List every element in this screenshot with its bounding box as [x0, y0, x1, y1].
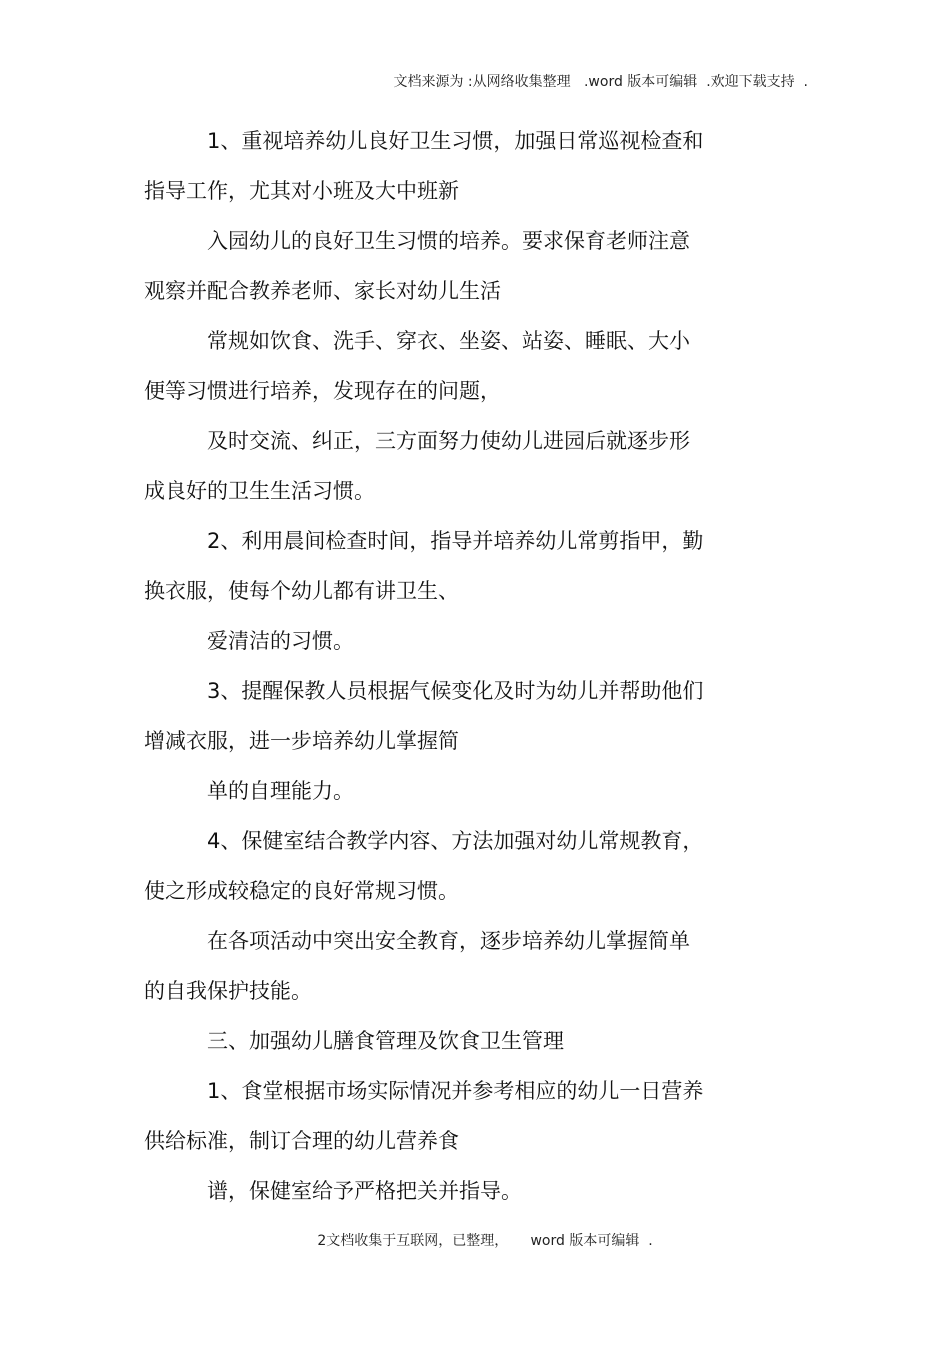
- paragraph: [144, 116, 764, 216]
- paragraph-line: 观察并配合教养老师、家长对幼儿生活: [144, 279, 501, 303]
- paragraph-line: 单的自理能力。: [207, 779, 354, 803]
- paragraph-line: 入园幼儿的良好卫生习惯的培养。要求保育老师注意: [207, 229, 690, 253]
- paragraph-line: 的自我保护技能。: [144, 979, 312, 1003]
- paragraph-line: 1、食堂根据市场实际情况并参考相应的幼儿一日营养: [207, 1079, 704, 1103]
- paragraph-line: 供给标准，制订合理的幼儿营养食: [144, 1129, 459, 1153]
- paragraph: [144, 416, 764, 516]
- paragraph-line: 三、加强幼儿膳食管理及饮食卫生管理: [207, 1029, 564, 1053]
- paragraph-line: 3、提醒保教人员根据气候变化及时为幼儿并帮助他们: [207, 679, 704, 703]
- paragraph-line: 换衣服，使每个幼儿都有讲卫生、: [144, 579, 459, 603]
- paragraph-line: 在各项活动中突出安全教育，逐步培养幼儿掌握简单: [207, 929, 690, 953]
- paragraph: [144, 816, 764, 916]
- paragraph-line: 谱，保健室给予严格把关并指导。: [207, 1179, 522, 1203]
- paragraph-line: 增减衣服，进一步培养幼儿掌握简: [144, 729, 459, 753]
- paragraph: [144, 216, 764, 316]
- paragraph: [144, 1166, 764, 1216]
- paragraph: [144, 316, 764, 416]
- paragraph: [144, 516, 764, 616]
- paragraph: [144, 666, 764, 766]
- paragraph-line: 常规如饮食、洗手、穿衣、坐姿、站姿、睡眠、大小: [207, 329, 690, 353]
- paragraph: [144, 766, 764, 816]
- paragraph: [144, 916, 764, 1016]
- paragraph-line: 使之形成较稳定的良好常规习惯。: [144, 879, 459, 903]
- paragraph: [144, 616, 764, 666]
- paragraph: [144, 1066, 764, 1166]
- page-footer: 2文档收集于互联网，已整理， word 版本可编辑 .: [317, 1233, 653, 1249]
- paragraph-line: 2、利用晨间检查时间，指导并培养幼儿常剪指甲，勤: [207, 529, 704, 553]
- paragraph-line: 4、保健室结合教学内容、方法加强对幼儿常规教育，: [207, 829, 704, 853]
- paragraph-line: 指导工作，尤其对小班及大中班新: [144, 179, 459, 203]
- paragraph-line: 1、重视培养幼儿良好卫生习惯，加强日常巡视检查和: [207, 129, 704, 153]
- paragraph-line: 便等习惯进行培养，发现存在的问题，: [144, 379, 501, 403]
- page-header: 文档来源为 :从网络收集整理 .word 版本可编辑 .欢迎下载支持 .: [393, 74, 808, 90]
- paragraph-line: 爱清洁的习惯。: [207, 629, 354, 653]
- paragraph-line: 及时交流、纠正，三方面努力使幼儿进园后就逐步形: [207, 429, 690, 453]
- paragraph-line: 成良好的卫生生活习惯。: [144, 479, 375, 503]
- section-heading: [144, 1016, 764, 1066]
